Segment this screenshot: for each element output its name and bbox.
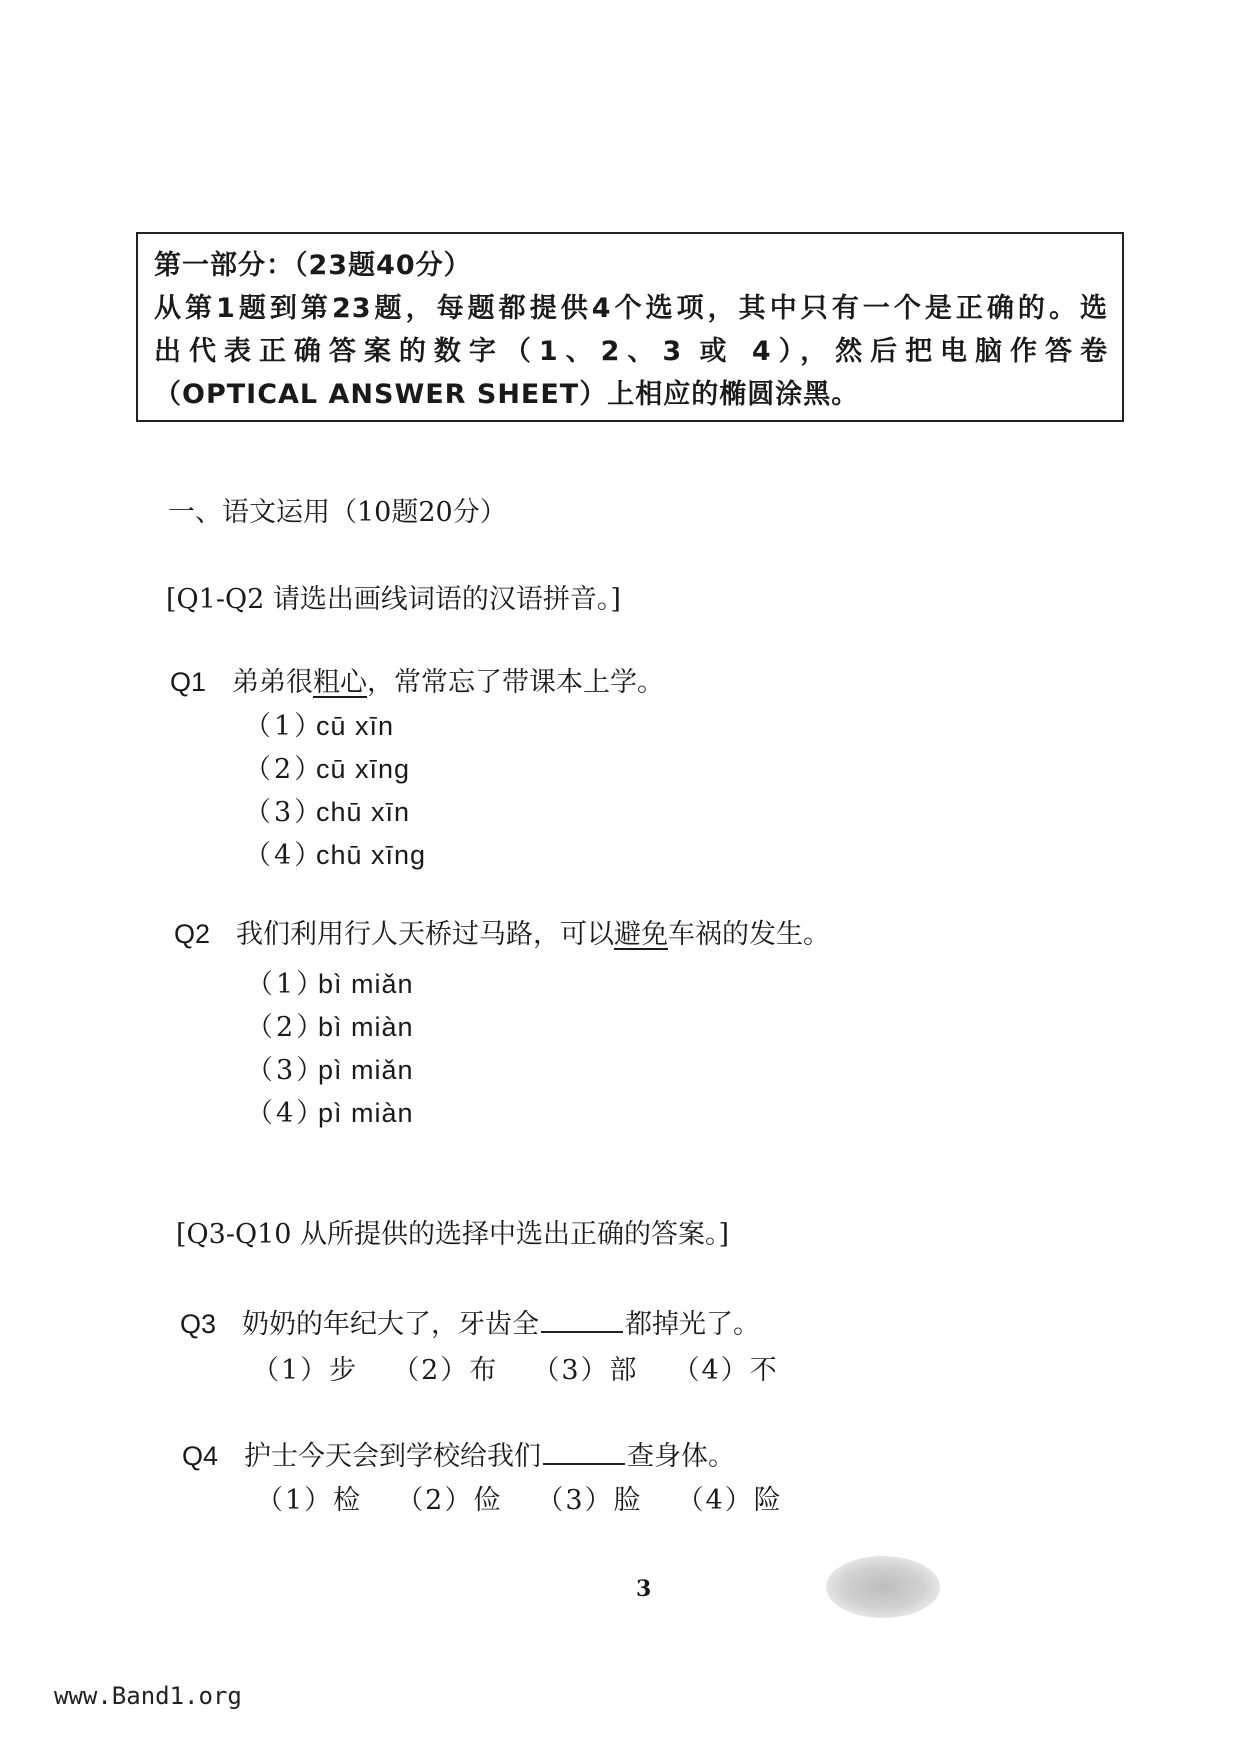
option-text: chū xīn <box>316 797 411 827</box>
choices-q3 <box>252 1348 813 1387</box>
question-text: 奶奶的年纪大了，牙齿全 <box>242 1309 539 1340</box>
instructions-box <box>136 232 1124 422</box>
option-q2-1 <box>246 962 414 1001</box>
answer-blank <box>541 1307 623 1333</box>
option-text: bì miǎn <box>318 969 414 999</box>
answer-blank <box>543 1439 625 1465</box>
option-label: （2） <box>244 754 325 785</box>
choice: （2）布 <box>392 1355 499 1386</box>
option-text: bì miàn <box>318 1012 414 1042</box>
question-text: 护士今天会到学校给我们 <box>244 1441 541 1472</box>
option-label: （3） <box>244 797 325 828</box>
option-text: pì miǎn <box>318 1055 414 1085</box>
instructions-line: 出代表正确答案的数字（1、2、3 或 4），然后把电脑作答卷 <box>154 336 1108 367</box>
option-text: cū xīng <box>316 754 411 784</box>
choice: （1）步 <box>252 1355 359 1386</box>
option-q1-3 <box>244 790 410 829</box>
question-q2 <box>174 912 830 951</box>
choice: （1）检 <box>256 1485 363 1516</box>
option-text: cū xīn <box>316 711 395 741</box>
option-label: （4） <box>246 1098 327 1129</box>
option-q1-4 <box>244 833 426 872</box>
choice: （2）俭 <box>396 1485 503 1516</box>
underlined-word: 粗心 <box>313 667 367 698</box>
ink-stamp-smudge <box>826 1556 940 1618</box>
question-text: 查身体。 <box>627 1441 735 1472</box>
question-q3 <box>180 1302 760 1341</box>
option-label: （3） <box>246 1055 327 1086</box>
option-q2-3 <box>246 1048 414 1087</box>
question-number: Q3 <box>180 1309 217 1339</box>
directive-q1-q2: [Q1-Q2 请选出画线词语的汉语拼音。] <box>166 584 621 615</box>
option-label: （1） <box>244 711 325 742</box>
choice: （4）不 <box>672 1355 779 1386</box>
watermark-text: www.Band1.org <box>54 1682 242 1710</box>
option-text: pì miàn <box>318 1098 414 1128</box>
choices-q4 <box>256 1478 817 1517</box>
question-text: 都掉光了。 <box>625 1309 760 1340</box>
question-text: ，常常忘了带课本上学。 <box>367 667 664 698</box>
option-label: （2） <box>246 1012 327 1043</box>
instructions-line: （OPTICAL ANSWER SHEET）上相应的椭圆涂黑。 <box>154 379 860 410</box>
question-number: Q1 <box>170 667 207 697</box>
section-heading: 一、语文运用（10题20分） <box>168 497 507 528</box>
directive-q3-q10: [Q3-Q10 从所提供的选择中选出正确的答案。] <box>176 1219 730 1250</box>
option-label: （1） <box>246 969 327 1000</box>
choice: （3）脸 <box>536 1485 643 1516</box>
option-q2-2 <box>246 1005 414 1044</box>
option-q1-2 <box>244 747 410 786</box>
question-q1 <box>170 660 664 699</box>
question-text: 弟弟很 <box>232 667 313 698</box>
instructions-line: 从第1题到第23题，每题都提供4个选项，其中只有一个是正确的。选 <box>154 293 1108 324</box>
option-q2-4 <box>246 1091 414 1130</box>
question-q4 <box>182 1434 735 1473</box>
question-number: Q2 <box>174 919 211 949</box>
option-q1-1 <box>244 704 394 743</box>
question-text: 我们利用行人天桥过马路，可以 <box>236 919 614 950</box>
option-text: chū xīng <box>316 840 427 870</box>
question-number: Q4 <box>182 1441 219 1471</box>
choice: （3）部 <box>532 1355 639 1386</box>
option-label: （4） <box>244 840 325 871</box>
choice: （4）险 <box>676 1485 783 1516</box>
question-text: 车祸的发生。 <box>668 919 830 950</box>
underlined-word: 避免 <box>614 919 668 950</box>
instructions-part-title: 第一部分：（23题40分） <box>154 250 472 281</box>
page-number: 3 <box>636 1576 652 1602</box>
